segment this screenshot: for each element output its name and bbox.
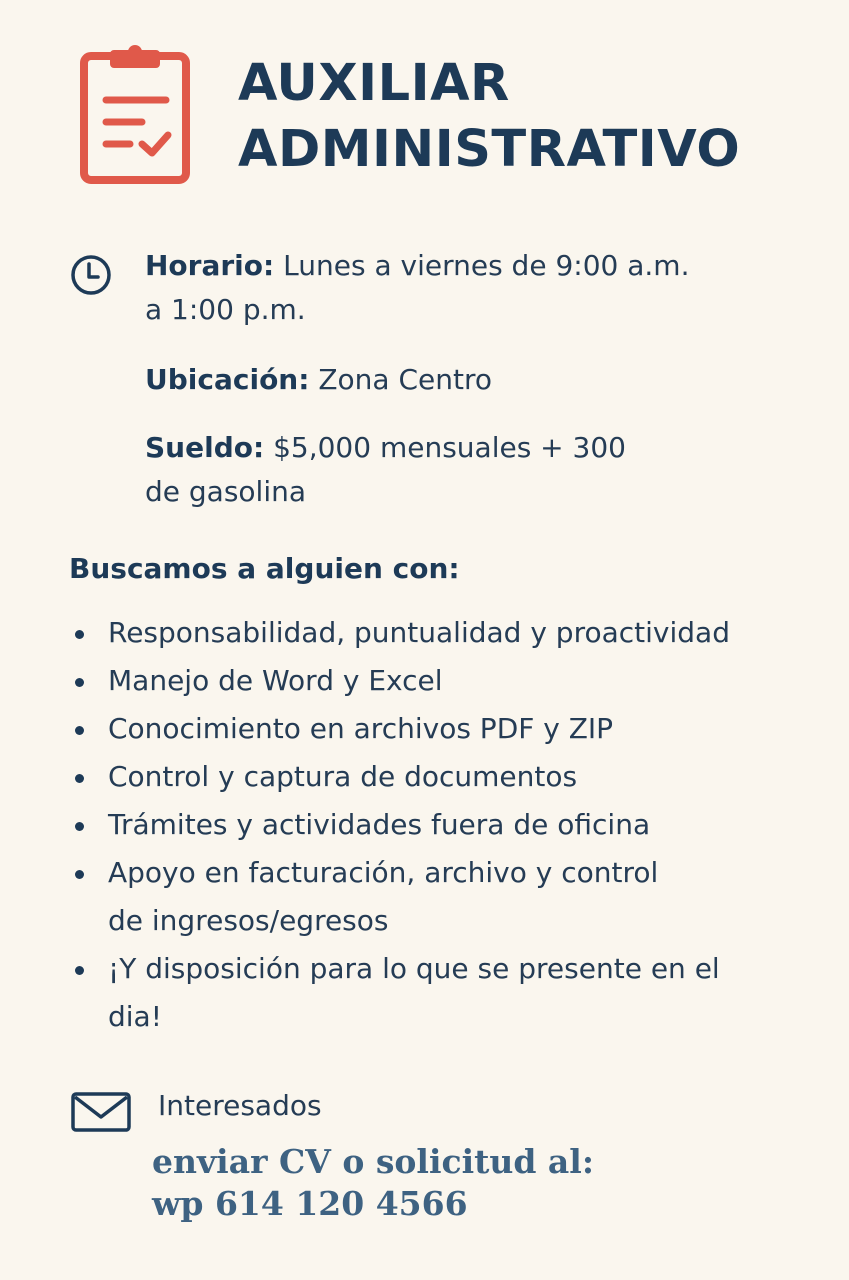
list-item	[69, 753, 839, 801]
list-item-text: Control y captura de documentos	[108, 760, 578, 793]
salary-value-line-2: de gasolina	[145, 475, 307, 508]
salary-value-line-1: $5,000 mensuales + 300	[273, 431, 626, 464]
list-item	[69, 945, 839, 1041]
list-item-text: Apoyo en facturación, archivo y control	[108, 856, 659, 889]
salary-info	[145, 426, 626, 514]
list-item-text: ¡Y disposición para lo que se presente en el	[108, 952, 720, 985]
list-item	[69, 801, 839, 849]
salary-label: Sueldo:	[145, 431, 265, 464]
schedule-label: Horario:	[145, 249, 275, 282]
schedule-info	[145, 244, 689, 332]
contact-label: Interesados	[158, 1089, 322, 1122]
list-item-text: Responsabilidad, puntualidad y proactividad	[108, 616, 730, 649]
location-value: Zona Centro	[318, 363, 492, 396]
list-item	[69, 705, 839, 753]
list-item-text: Conocimiento en archivos PDF y ZIP	[108, 712, 614, 745]
list-item-text: Manejo de Word y Excel	[108, 664, 443, 697]
contact-phone: wp 614 120 4566	[152, 1184, 468, 1223]
list-item	[69, 657, 839, 705]
requirements-list	[69, 609, 839, 1041]
contact-instructions: enviar CV o solicitud al:	[152, 1142, 595, 1181]
page-title-line-2: ADMINISTRATIVO	[238, 120, 741, 179]
list-item	[69, 849, 839, 945]
location-info	[145, 358, 492, 402]
requirements-heading: Buscamos a alguien con:	[69, 552, 460, 585]
clipboard-check-icon	[78, 40, 192, 186]
list-item-text-continued: de ingresos/egresos	[108, 904, 389, 937]
clock-icon	[69, 253, 113, 297]
location-label: Ubicación:	[145, 363, 310, 396]
list-item	[69, 609, 839, 657]
schedule-value-line-2: a 1:00 p.m.	[145, 293, 306, 326]
list-item-text-continued: dia!	[108, 1000, 162, 1033]
page-title-line-1: AUXILIAR	[238, 54, 510, 113]
envelope-icon	[70, 1090, 132, 1134]
schedule-value-line-1: Lunes a viernes de 9:00 a.m.	[283, 249, 690, 282]
list-item-text: Trámites y actividades fuera de oficina	[108, 808, 651, 841]
